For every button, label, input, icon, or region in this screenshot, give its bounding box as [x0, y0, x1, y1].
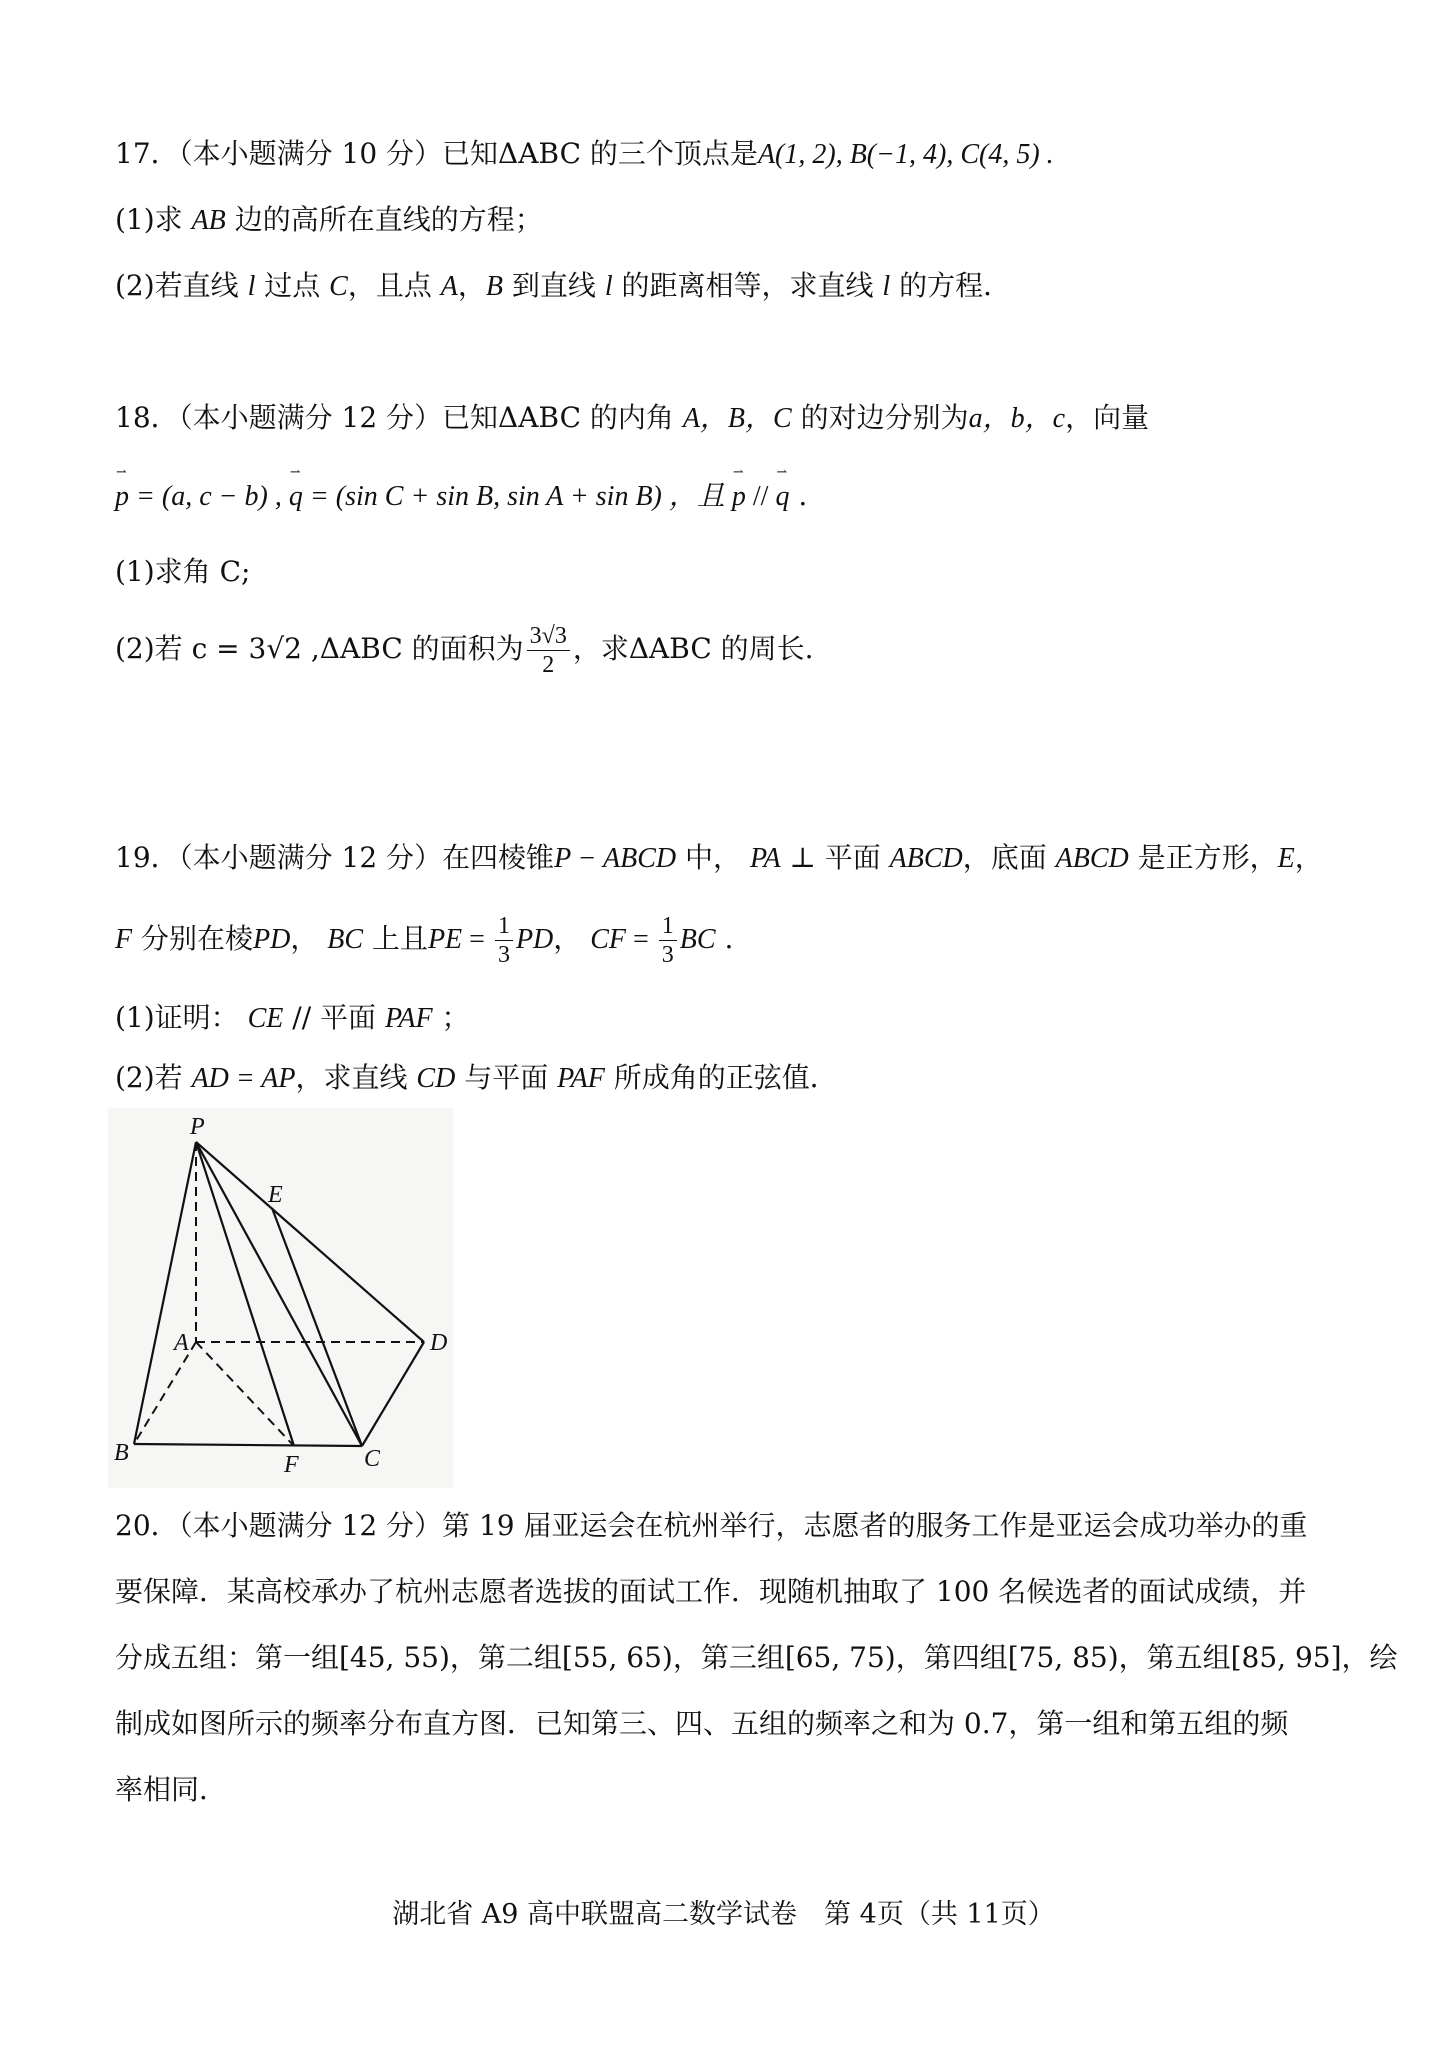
q18-part2: (2)若 c = 3√2 ,ΔABC 的面积为 $\frac{3√3}{2}$ ，求ΔABC 的周长. — [115, 623, 814, 678]
vector-p: ⇀ p — [115, 464, 129, 512]
fraction-one-third: $\frac{1}{3}$ — [495, 912, 513, 969]
vector-q: ⇀ q — [288, 464, 303, 512]
q17-part1: (1)求 AB 边的高所在直线的方程； — [115, 203, 543, 236]
q19-part1: (1)证明： CE // 平面 PAF ； — [115, 1001, 470, 1034]
q18-vectors: ⇀ p = (a, c − b) , ⇀ q = (sin C + sin B, sin A + sin B) ，且 ⇀ p // ⇀ q . — [115, 476, 807, 517]
label-e: E — [268, 1182, 283, 1208]
edge-ec — [272, 1208, 362, 1446]
pyramid-diagram — [108, 1108, 453, 1488]
label-f: F — [284, 1452, 299, 1478]
q19-stem-2: F 分别在棱PD， BC 上且PE = $\frac{1}{3}$ PD， CF = $\frac{1}{3}$ BC . — [115, 913, 734, 968]
edge-ab-hidden — [134, 1342, 196, 1444]
q18-part1: (1)求角 C; — [115, 555, 251, 588]
fraction-area: $\frac{3√3}{2}$ — [527, 622, 570, 679]
edge-pd — [196, 1142, 424, 1342]
label-d: D — [430, 1330, 448, 1356]
label-a: A — [174, 1330, 189, 1356]
q20-line-3: 分成五组：第一组[45, 55)，第二组[55, 65)，第三组[65, 75)，第四组[75, 85)，第五组[85, 95]，绘 — [115, 1641, 1398, 1674]
edge-pb — [134, 1142, 196, 1444]
page-footer: 湖北省 A9 高中联盟高二数学试卷 第 4页（共 11页） — [392, 1899, 1055, 1930]
q20-line-2: 要保障．某高校承办了杭州志愿者选拔的面试工作．现随机抽取了 100 名候选者的面试成绩，并 — [115, 1575, 1307, 1608]
edge-bc — [134, 1444, 362, 1446]
q20-line-1: 20．（本小题满分 12 分）第 19 届亚运会在杭州举行，志愿者的服务工作是亚运会成功举办的重 — [115, 1509, 1308, 1542]
q20-line-5: 率相同． — [115, 1773, 228, 1806]
q20-line-4: 制成如图所示的频率分布直方图．已知第三、四、五组的频率之和为 0.7，第一组和第五组的频 — [115, 1707, 1289, 1740]
pyramid-figure — [108, 1108, 453, 1488]
edge-af-hidden — [196, 1342, 294, 1446]
edge-cd — [362, 1342, 424, 1446]
q17-vertices: A(1, 2), B(−1, 4), C(4, 5) . — [757, 139, 1054, 170]
label-b: B — [114, 1440, 129, 1466]
q17-stem: 17．（本小题满分 10 分）已知ΔABC 的三个顶点是A(1, 2), B(−1, 4), C(4, 5) . — [115, 137, 1054, 170]
label-c: C — [364, 1446, 381, 1472]
q17-part2: (2)若直线 l 过点 C，且点 A，B 到直线 l 的距离相等，求直线 l 的方程． — [115, 269, 1012, 302]
q19-part2: (2)若 AD = AP，求直线 CD 与平面 PAF 所成角的正弦值． — [115, 1061, 838, 1094]
q19-stem: 19．（本小题满分 12 分）在四棱锥P − ABCD 中， PA ⊥ 平面 ABCD，底面 ABCD 是正方形，E， — [115, 841, 1323, 874]
q18-stem: 18．（本小题满分 12 分）已知ΔABC 的内角 A，B，C 的对边分别为a，b，c，向量 — [115, 401, 1150, 434]
label-p: P — [190, 1114, 205, 1140]
